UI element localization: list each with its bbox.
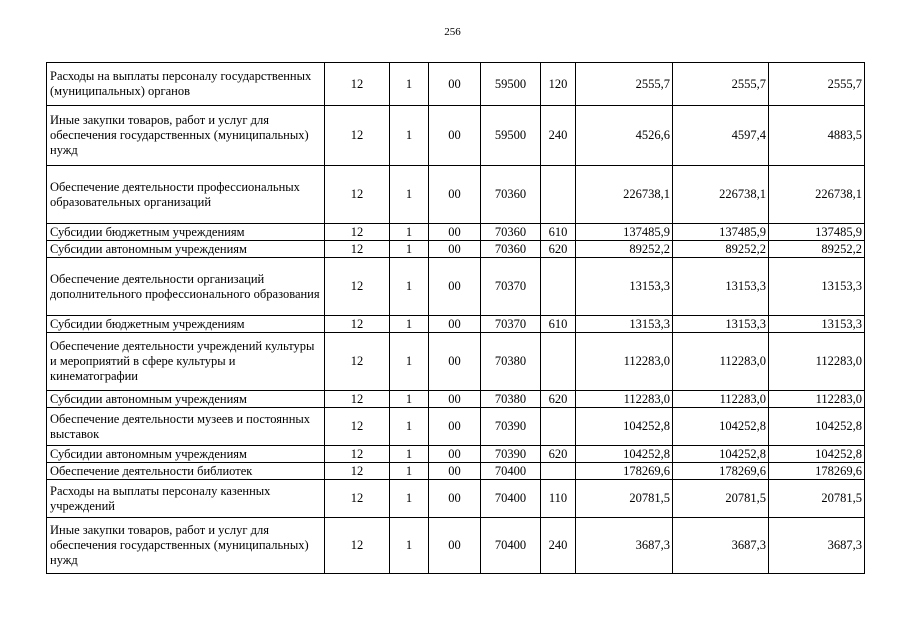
expense-type-cell: 610 bbox=[541, 316, 576, 333]
subsection-code-cell: 1 bbox=[390, 258, 429, 316]
table-row bbox=[47, 258, 865, 316]
program-code-cell: 00 bbox=[429, 408, 481, 446]
amount-year2-cell: 137485,9 bbox=[673, 224, 769, 241]
amount-year1-cell: 112283,0 bbox=[576, 333, 673, 391]
table-row bbox=[47, 463, 865, 480]
target-code-cell: 70390 bbox=[481, 408, 541, 446]
program-code-cell: 00 bbox=[429, 391, 481, 408]
program-code-cell: 00 bbox=[429, 463, 481, 480]
subsection-code-cell: 1 bbox=[390, 446, 429, 463]
subsection-code-cell: 1 bbox=[390, 333, 429, 391]
table-row bbox=[47, 333, 865, 391]
amount-year3-cell: 137485,9 bbox=[769, 224, 865, 241]
expense-type-cell: 240 bbox=[541, 518, 576, 574]
amount-year1-cell: 137485,9 bbox=[576, 224, 673, 241]
subsection-code-cell: 1 bbox=[390, 316, 429, 333]
expense-name-cell: Субсидии автономным учреждениям bbox=[47, 391, 325, 408]
section-code-cell: 12 bbox=[325, 333, 390, 391]
program-code-cell: 00 bbox=[429, 316, 481, 333]
amount-year1-cell: 112283,0 bbox=[576, 391, 673, 408]
amount-year1-cell: 2555,7 bbox=[576, 63, 673, 106]
target-code-cell: 70400 bbox=[481, 480, 541, 518]
target-code-cell: 70370 bbox=[481, 316, 541, 333]
section-code-cell: 12 bbox=[325, 391, 390, 408]
target-code-cell: 70360 bbox=[481, 166, 541, 224]
amount-year1-cell: 4526,6 bbox=[576, 106, 673, 166]
section-code-cell: 12 bbox=[325, 408, 390, 446]
program-code-cell: 00 bbox=[429, 258, 481, 316]
section-code-cell: 12 bbox=[325, 463, 390, 480]
expense-name-cell: Субсидии автономным учреждениям bbox=[47, 241, 325, 258]
program-code-cell: 00 bbox=[429, 63, 481, 106]
amount-year1-cell: 13153,3 bbox=[576, 258, 673, 316]
expense-name-cell: Обеспечение деятельности организаций дополнительного профессионального образования bbox=[47, 258, 325, 316]
amount-year3-cell: 4883,5 bbox=[769, 106, 865, 166]
amount-year3-cell: 2555,7 bbox=[769, 63, 865, 106]
expense-type-cell bbox=[541, 408, 576, 446]
table-row bbox=[47, 391, 865, 408]
target-code-cell: 70390 bbox=[481, 446, 541, 463]
amount-year2-cell: 226738,1 bbox=[673, 166, 769, 224]
table-row bbox=[47, 63, 865, 106]
subsection-code-cell: 1 bbox=[390, 224, 429, 241]
table-row bbox=[47, 106, 865, 166]
expense-type-cell: 620 bbox=[541, 241, 576, 258]
program-code-cell: 00 bbox=[429, 480, 481, 518]
table-row bbox=[47, 480, 865, 518]
subsection-code-cell: 1 bbox=[390, 408, 429, 446]
amount-year3-cell: 89252,2 bbox=[769, 241, 865, 258]
subsection-code-cell: 1 bbox=[390, 106, 429, 166]
target-code-cell: 70370 bbox=[481, 258, 541, 316]
section-code-cell: 12 bbox=[325, 480, 390, 518]
expense-name-cell: Субсидии бюджетным учреждениям bbox=[47, 316, 325, 333]
subsection-code-cell: 1 bbox=[390, 518, 429, 574]
subsection-code-cell: 1 bbox=[390, 241, 429, 258]
expense-type-cell: 620 bbox=[541, 391, 576, 408]
section-code-cell: 12 bbox=[325, 241, 390, 258]
amount-year1-cell: 104252,8 bbox=[576, 446, 673, 463]
expense-name-cell: Расходы на выплаты персоналу государственных (муниципальных) органов bbox=[47, 63, 325, 106]
section-code-cell: 12 bbox=[325, 446, 390, 463]
section-code-cell: 12 bbox=[325, 106, 390, 166]
amount-year3-cell: 178269,6 bbox=[769, 463, 865, 480]
amount-year1-cell: 226738,1 bbox=[576, 166, 673, 224]
section-code-cell: 12 bbox=[325, 63, 390, 106]
amount-year2-cell: 104252,8 bbox=[673, 408, 769, 446]
target-code-cell: 59500 bbox=[481, 63, 541, 106]
page-number: 256 bbox=[444, 26, 461, 38]
amount-year1-cell: 89252,2 bbox=[576, 241, 673, 258]
expense-type-cell bbox=[541, 333, 576, 391]
amount-year2-cell: 20781,5 bbox=[673, 480, 769, 518]
program-code-cell: 00 bbox=[429, 333, 481, 391]
amount-year1-cell: 3687,3 bbox=[576, 518, 673, 574]
amount-year2-cell: 104252,8 bbox=[673, 446, 769, 463]
table-body bbox=[47, 63, 865, 574]
amount-year2-cell: 4597,4 bbox=[673, 106, 769, 166]
section-code-cell: 12 bbox=[325, 518, 390, 574]
expense-name-cell: Расходы на выплаты персоналу казенных учреждений bbox=[47, 480, 325, 518]
target-code-cell: 70380 bbox=[481, 333, 541, 391]
amount-year1-cell: 20781,5 bbox=[576, 480, 673, 518]
budget-table bbox=[46, 62, 865, 574]
subsection-code-cell: 1 bbox=[390, 463, 429, 480]
target-code-cell: 70380 bbox=[481, 391, 541, 408]
amount-year3-cell: 20781,5 bbox=[769, 480, 865, 518]
amount-year2-cell: 112283,0 bbox=[673, 333, 769, 391]
expense-name-cell: Иные закупки товаров, работ и услуг для обеспечения государственных (муниципальных) нужд bbox=[47, 518, 325, 574]
amount-year3-cell: 226738,1 bbox=[769, 166, 865, 224]
amount-year2-cell: 13153,3 bbox=[673, 258, 769, 316]
expense-name-cell: Иные закупки товаров, работ и услуг для обеспечения государственных (муниципальных) нужд bbox=[47, 106, 325, 166]
section-code-cell: 12 bbox=[325, 224, 390, 241]
table-row bbox=[47, 166, 865, 224]
amount-year2-cell: 89252,2 bbox=[673, 241, 769, 258]
expense-name-cell: Субсидии бюджетным учреждениям bbox=[47, 224, 325, 241]
expense-type-cell: 110 bbox=[541, 480, 576, 518]
amount-year3-cell: 104252,8 bbox=[769, 446, 865, 463]
subsection-code-cell: 1 bbox=[390, 63, 429, 106]
amount-year2-cell: 178269,6 bbox=[673, 463, 769, 480]
expense-type-cell: 240 bbox=[541, 106, 576, 166]
target-code-cell: 70360 bbox=[481, 224, 541, 241]
table-row bbox=[47, 446, 865, 463]
section-code-cell: 12 bbox=[325, 258, 390, 316]
amount-year2-cell: 3687,3 bbox=[673, 518, 769, 574]
expense-type-cell bbox=[541, 463, 576, 480]
subsection-code-cell: 1 bbox=[390, 166, 429, 224]
expense-type-cell: 620 bbox=[541, 446, 576, 463]
table-row bbox=[47, 224, 865, 241]
subsection-code-cell: 1 bbox=[390, 480, 429, 518]
expense-name-cell: Обеспечение деятельности библиотек bbox=[47, 463, 325, 480]
section-code-cell: 12 bbox=[325, 166, 390, 224]
expense-name-cell: Обеспечение деятельности профессиональных образовательных организаций bbox=[47, 166, 325, 224]
amount-year3-cell: 112283,0 bbox=[769, 333, 865, 391]
amount-year2-cell: 2555,7 bbox=[673, 63, 769, 106]
table-row bbox=[47, 241, 865, 258]
amount-year1-cell: 178269,6 bbox=[576, 463, 673, 480]
amount-year3-cell: 104252,8 bbox=[769, 408, 865, 446]
expense-name-cell: Обеспечение деятельности музеев и постоянных выставок bbox=[47, 408, 325, 446]
subsection-code-cell: 1 bbox=[390, 391, 429, 408]
program-code-cell: 00 bbox=[429, 166, 481, 224]
expense-type-cell bbox=[541, 166, 576, 224]
expense-name-cell: Субсидии автономным учреждениям bbox=[47, 446, 325, 463]
program-code-cell: 00 bbox=[429, 446, 481, 463]
expense-type-cell: 610 bbox=[541, 224, 576, 241]
section-code-cell: 12 bbox=[325, 316, 390, 333]
program-code-cell: 00 bbox=[429, 224, 481, 241]
program-code-cell: 00 bbox=[429, 106, 481, 166]
amount-year2-cell: 13153,3 bbox=[673, 316, 769, 333]
expense-type-cell bbox=[541, 258, 576, 316]
amount-year2-cell: 112283,0 bbox=[673, 391, 769, 408]
amount-year3-cell: 112283,0 bbox=[769, 391, 865, 408]
program-code-cell: 00 bbox=[429, 518, 481, 574]
table-row bbox=[47, 518, 865, 574]
amount-year3-cell: 13153,3 bbox=[769, 316, 865, 333]
target-code-cell: 70400 bbox=[481, 463, 541, 480]
target-code-cell: 59500 bbox=[481, 106, 541, 166]
program-code-cell: 00 bbox=[429, 241, 481, 258]
amount-year1-cell: 13153,3 bbox=[576, 316, 673, 333]
expense-type-cell: 120 bbox=[541, 63, 576, 106]
target-code-cell: 70400 bbox=[481, 518, 541, 574]
target-code-cell: 70360 bbox=[481, 241, 541, 258]
amount-year3-cell: 13153,3 bbox=[769, 258, 865, 316]
table-row bbox=[47, 408, 865, 446]
expense-name-cell: Обеспечение деятельности учреждений культуры и мероприятий в сфере культуры и кинематографии bbox=[47, 333, 325, 391]
amount-year3-cell: 3687,3 bbox=[769, 518, 865, 574]
table-row bbox=[47, 316, 865, 333]
amount-year1-cell: 104252,8 bbox=[576, 408, 673, 446]
